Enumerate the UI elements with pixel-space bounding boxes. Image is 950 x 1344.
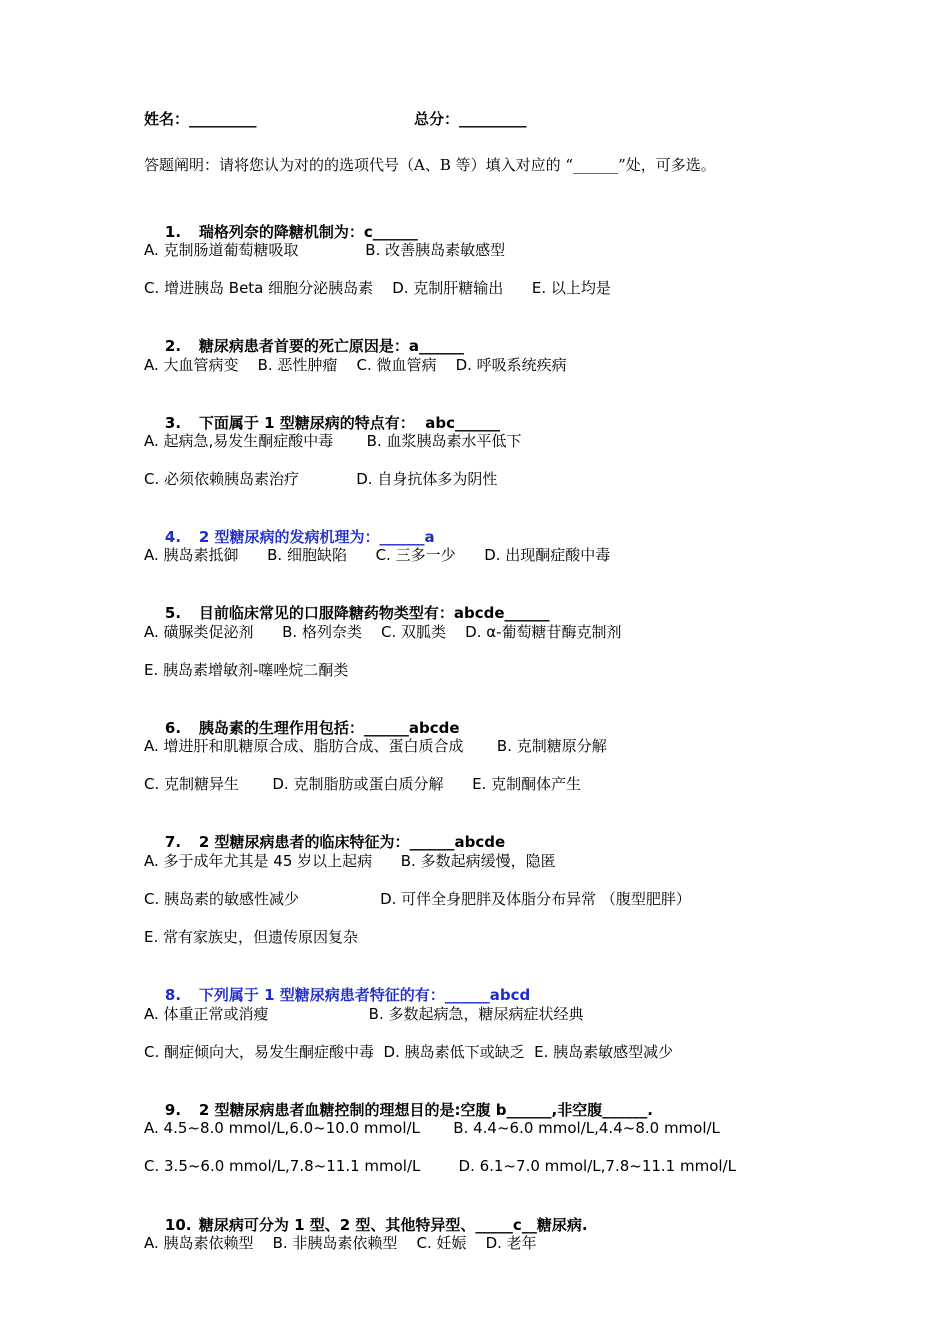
- question-9-options-2: C. 3.5~6.0 mmol/L,7.8~11.1 mmol/L D. 6.1~7.0 mmol/L,7.8~11.1 mmol/L: [144, 1157, 736, 1175]
- question-text: 下面属于 1 型糖尿病的特点有： abc______: [198, 414, 500, 432]
- question-text: 2 型糖尿病的发病机理为：______a: [198, 528, 435, 546]
- question-7-options-1: A. 多于成年尤其是 45 岁以上起病 B. 多数起病缓慢，隐匿: [144, 852, 556, 870]
- question-text: 目前临床常见的口服降糖药物类型有：abcde______: [198, 604, 550, 622]
- question-5-options-2: E. 胰岛素增敏剂-噻唑烷二酮类: [144, 661, 349, 679]
- name-label: 姓名：_________: [144, 110, 257, 128]
- question-6-options-1: A. 增进肝和肌糖原合成、脂肪合成、蛋白质合成 B. 克制糖原分解: [144, 737, 607, 755]
- question-number: 4.: [164, 528, 182, 546]
- question-text: 糖尿病可分为 1 型、2 型、其他特异型、_____c__糖尿病.: [198, 1216, 588, 1234]
- question-number: 8.: [164, 986, 182, 1004]
- question-number: 3.: [164, 414, 182, 432]
- question-number: 10.: [164, 1216, 192, 1234]
- question-text: 2 型糖尿病患者血糖控制的理想目的是:空腹 b______,非空腹______.: [198, 1101, 653, 1119]
- question-text: 糖尿病患者首要的死亡原因是：a______: [198, 337, 465, 355]
- question-1-options-2: C. 增进胰岛 Beta 细胞分泌胰岛素 D. 克制肝糖输出 E. 以上均是: [144, 279, 611, 297]
- question-5-options-1: A. 磺脲类促泌剂 B. 格列奈类 C. 双胍类 D. α-葡萄糖苷酶克制剂: [144, 623, 622, 641]
- question-10-options-1: A. 胰岛素依赖型 B. 非胰岛素依赖型 C. 妊娠 D. 老年: [144, 1234, 537, 1252]
- question-number: 7.: [164, 833, 182, 851]
- question-3-options-1: A. 起病急,易发生酮症酸中毒 B. 血浆胰岛素水平低下: [144, 432, 522, 450]
- question-6-options-2: C. 克制糖异生 D. 克制脂肪或蛋白质分解 E. 克制酮体产生: [144, 775, 582, 793]
- question-9-options-1: A. 4.5~8.0 mmol/L,6.0~10.0 mmol/L B. 4.4~6.0 mmol/L,4.4~8.0 mmol/L: [144, 1119, 720, 1137]
- question-8-options-2: C. 酮症倾向大，易发生酮症酸中毒 D. 胰岛素低下或缺乏 E. 胰岛素敏感型减少: [144, 1043, 674, 1061]
- question-text: 瑞格列奈的降糖机制为：c______: [198, 223, 418, 241]
- question-8-options-1: A. 体重正常或消瘦 B. 多数起病急，糖尿病症状经典: [144, 1005, 584, 1023]
- question-number: 2.: [164, 337, 182, 355]
- question-4-options-1: A. 胰岛素抵御 B. 细胞缺陷 C. 三多一少 D. 出现酮症酸中毒: [144, 546, 611, 564]
- instruction-text: 答题阐明：请将您认为对的的选项代号（A、B 等）填入对应的 “______”处，可多选。: [144, 156, 716, 174]
- question-number: 9.: [164, 1101, 182, 1119]
- question-text: 胰岛素的生理作用包括：______abcde: [198, 719, 460, 737]
- question-2-options-1: A. 大血管病变 B. 恶性肿瘤 C. 微血管病 D. 呼吸系统疾病: [144, 356, 567, 374]
- question-7-options-2: C. 胰岛素的敏感性减少 D. 可伴全身肥胖及体脂分布异常 （腹型肥胖）: [144, 890, 691, 908]
- question-1-options-1: A. 克制肠道葡萄糖吸取 B. 改善胰岛素敏感型: [144, 241, 506, 259]
- question-3-options-2: C. 必须依赖胰岛素治疗 D. 自身抗体多为阴性: [144, 470, 498, 488]
- question-number: 1.: [164, 223, 182, 241]
- question-text: 下列属于 1 型糖尿病患者特征的有：______abcd: [198, 986, 531, 1004]
- question-7-options-3: E. 常有家族史，但遗传原因复杂: [144, 928, 359, 946]
- question-number: 6.: [164, 719, 182, 737]
- score-label: 总分：_________: [414, 110, 527, 128]
- question-number: 5.: [164, 604, 182, 622]
- question-text: 2 型糖尿病患者的临床特征为：______abcde: [198, 833, 506, 851]
